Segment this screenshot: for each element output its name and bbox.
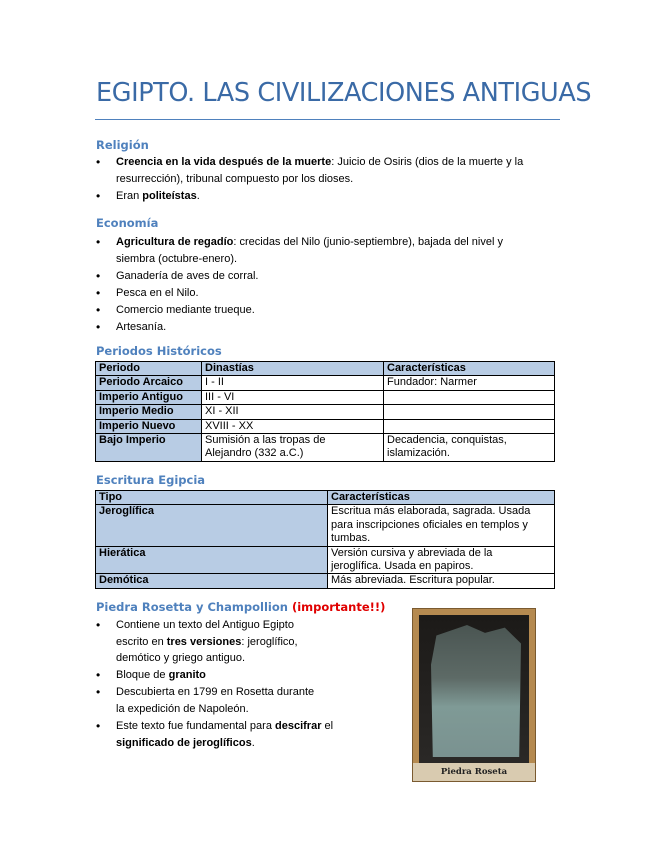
list-item: • Artesanía. xyxy=(96,319,566,336)
list-item: • Eran politeístas. xyxy=(96,188,566,205)
table-cell xyxy=(384,390,555,404)
image-caption: Piedra Roseta xyxy=(413,763,535,781)
escritura-heading: Escritura Egipcia xyxy=(96,473,206,487)
table-cell: Versión cursiva y abreviada de la jeroglífica. Usada en papiros. xyxy=(328,546,555,574)
list-item: • Pesca en el Nilo. xyxy=(96,285,566,302)
row-label: Imperio Medio xyxy=(96,405,202,419)
column-header: Dinastías xyxy=(202,362,384,376)
column-header: Características xyxy=(384,362,555,376)
periodos-table xyxy=(95,361,555,462)
economia-list xyxy=(96,234,566,336)
table-cell: Más abreviada. Escritura popular. xyxy=(328,574,555,588)
rosetta-stone-illustration xyxy=(431,625,521,757)
table-header-row xyxy=(96,491,555,505)
row-label: Jeroglífica xyxy=(96,505,328,546)
table-row xyxy=(96,376,555,390)
list-item: • Agricultura de regadío: crecidas del Nilo (junio-septiembre), bajada del nivel y siembra (octubre-enero). xyxy=(96,234,566,267)
list-item: • Descubierta en 1799 en Rosetta durante la expedición de Napoleón. xyxy=(96,684,386,717)
column-header: Periodo xyxy=(96,362,202,376)
table-cell: Decadencia, conquistas, islamización. xyxy=(384,434,555,462)
table-row xyxy=(96,574,555,588)
list-item: • Comercio mediante trueque. xyxy=(96,302,566,319)
list-item: • Creencia en la vida después de la muerte: Juicio de Osiris (dios de la muerte y la resurrección), tribunal compuesto por los dioses. xyxy=(96,154,566,187)
table-row xyxy=(96,405,555,419)
row-label: Imperio Antiguo xyxy=(96,390,202,404)
table-cell: Escritua más elaborada, sagrada. Usada para inscripciones oficiales en templos y tumbas. xyxy=(328,505,555,546)
row-label: Bajo Imperio xyxy=(96,434,202,462)
escritura-table xyxy=(95,490,555,589)
row-label: Periodo Arcaico xyxy=(96,376,202,390)
table-cell: XI - XII xyxy=(202,405,384,419)
list-item: • Ganadería de aves de corral. xyxy=(96,268,566,285)
list-item: • Contiene un texto del Antiguo Egipto escrito en tres versiones: jeroglífico, demótico y griego antiguo. xyxy=(96,617,386,667)
table-cell: Fundador: Narmer xyxy=(384,376,555,390)
row-label: Hierática xyxy=(96,546,328,574)
table-cell: I - II xyxy=(202,376,384,390)
table-row xyxy=(96,505,555,546)
table-cell xyxy=(384,419,555,433)
table-row xyxy=(96,434,555,462)
economia-heading: Economía xyxy=(96,216,159,230)
table-row xyxy=(96,390,555,404)
table-cell: III - VI xyxy=(202,390,384,404)
table-cell: Sumisión a las tropas de Alejandro (332 a.C.) xyxy=(202,434,384,462)
table-row xyxy=(96,419,555,433)
row-label: Demótica xyxy=(96,574,328,588)
column-header: Características xyxy=(328,491,555,505)
list-item: • Bloque de granito xyxy=(96,667,386,684)
religion-list xyxy=(96,154,566,204)
rosetta-list xyxy=(96,617,386,751)
list-item: • Este texto fue fundamental para descifrar el significado de jeroglíficos. xyxy=(96,718,386,751)
table-cell: XVIII - XX xyxy=(202,419,384,433)
column-header: Tipo xyxy=(96,491,328,505)
page-title: EGIPTO. LAS CIVILIZACIONES ANTIGUAS xyxy=(96,78,592,108)
table-row xyxy=(96,546,555,574)
periodos-heading: Periodos Históricos xyxy=(96,344,222,358)
table-cell xyxy=(384,405,555,419)
religion-heading: Religión xyxy=(96,138,149,152)
table-header-row xyxy=(96,362,555,376)
rosetta-heading: Piedra Rosetta y Champollion (importante!!) xyxy=(96,600,386,614)
rosetta-stone-image xyxy=(412,608,536,782)
photo-frame xyxy=(419,615,529,763)
title-underline xyxy=(95,119,560,120)
row-label: Imperio Nuevo xyxy=(96,419,202,433)
important-note: (importante!!) xyxy=(291,600,386,614)
